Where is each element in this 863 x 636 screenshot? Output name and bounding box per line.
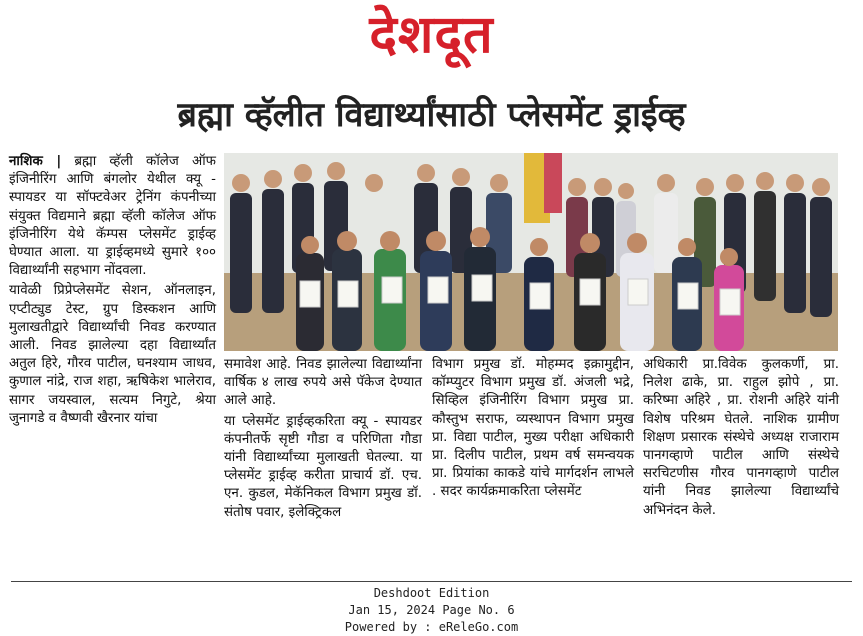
article-paragraph: विभाग प्रमुख डॉ. मोहम्मद इक्रामुद्दीन, कॉम्प्युटर विभाग प्रमुख डॉ. अंजली भद्रे, सिव्हिल इंजिनीरिंग विभाग प्रमुख प्रा. कौस्तुभ सराफ, व्यस्थापन विभाग प्रमुख प्रा. विद्या पाटील, मुख्य परीक्षा अधिकारी प्रा. दिलीप पाटील, प्रथम वर्ष समन्वयक प्रा. प्रियांका काकडे यांचे मार्गदर्शन लाभले . सदर कार्यक्रमाकरिता प्लेसमेंट: [432, 357, 634, 500]
article-headline: ब्रह्मा व्हॅलीत विद्यार्थ्यांसाठी प्लेसमेंट ड्राईव्ह: [177, 95, 686, 135]
article-column-1: [9, 153, 216, 430]
paragraph-text: ब्रह्मा व्हॅली कॉलेज ऑफ इंजिनीरिंग आणि बंगलोर येथील क्यू - स्पायडर या सॉफ्टवेअर ट्रेनिंग कंपनीच्या संयुक्त विद्यमाने ब्रह्मा व्हॅली कॉलेज ऑफ इंजिनीरिंग येथे कॅम्पस प्लेसमेंट ड्राईव्ह घेण्यात आला. या ड्राईव्हमध्ये सुमारे १०० विद्यार्थ्यांनी सहभाग नोंदवला.: [9, 154, 216, 279]
article-paragraph: या प्लेसमेंट ड्राईव्हकरिता क्यू - स्पायडर कंपनीतर्फे सृष्टी गौडा व परिणिता गौडा यांनी विद्यार्थ्यांच्या मुलाखती घेतल्या. या प्लेसमेंट ड्राईव्ह करीता प्राचार्य डॉ. एच. एन. कुडल, मेकॅनिकल विभाग प्रमुख डॉ. संतोष पवार, इलेक्ट्रिकल: [224, 413, 422, 520]
footer-edition: Deshdoot Edition: [373, 586, 490, 600]
article-column-3: [432, 356, 634, 504]
footer-powered-by: Powered by : eReleGo.com: [344, 620, 519, 634]
article-photo: [224, 153, 838, 351]
dateline: नाशिक |: [9, 154, 62, 169]
masthead-logo: देशदूत: [369, 5, 494, 65]
article-paragraph: [9, 153, 216, 280]
footer-divider: [11, 581, 852, 582]
article-paragraph: अधिकारी प्रा.विवेक कुलकर्णी, प्रा. निलेश ढाके, प्रा. राहुल झोपे , प्रा. करिष्मा अहिरे , प्रा. रोशनी अहिरे यांनी विशेष परिश्रम घेतले. नाशिक ग्रामीण शिक्षण प्रसारक संस्थेचे अध्यक्ष राजाराम पानगव्हाणे पाटील आणि संस्थेचे सरचिटणीस गौरव पानगव्हाणे पाटील यांनी निवड झालेल्या विद्यार्थ्यांचे अभिनंदन केले.: [643, 357, 839, 518]
article-column-2: [224, 356, 422, 524]
footer-date-page: Jan 15, 2024 Page No. 6: [348, 603, 515, 617]
article-paragraph: समावेश आहे. निवड झालेल्या विद्यार्थ्यांना वार्षिक ४ लाख रुपये असे पॅकेज देण्यात आले आहे.: [224, 357, 422, 409]
article-column-4: [643, 356, 839, 522]
article-paragraph: यावेळी प्रिप्रेप्लेसमेंट सेशन, ऑनलाइन, एप्टीट्युड टेस्ट, ग्रुप डिस्कशन आणि मुलाखतीद्वारे विद्यार्थ्यांची निवड करण्यात आली. निवड झालेल्या दहा विद्यार्थ्यांत अतुल हिरे, गौरव पाटील, घनश्याम जाधव, कुणाल नांद्रे, राज शहा, ऋषिकेश भालेराव, सागर जयस्वाल, सत्यम निगुटे, श्रेया जुनागडे व वैष्णवी खैरनार यांचा: [9, 283, 216, 426]
